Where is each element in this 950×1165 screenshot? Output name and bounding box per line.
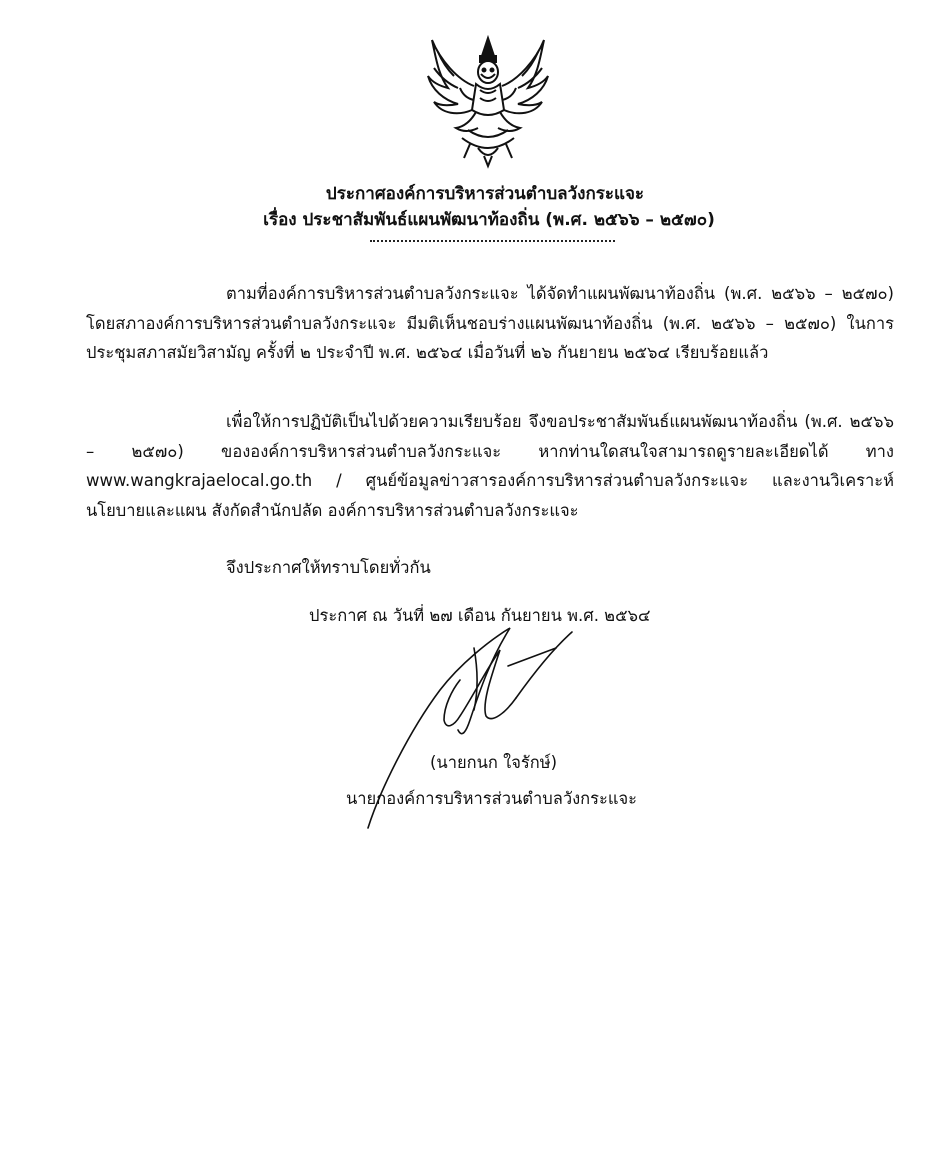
signer-name: (นายกนก ใจรักษ์) xyxy=(430,753,558,772)
garuda-emblem-icon xyxy=(418,30,558,170)
announcement-date: ประกาศ ณ วันที่ ๒๗ เดือน กันยายน พ.ศ. ๒๕๖๔ xyxy=(309,606,651,625)
paragraph-2-text: เพื่อให้การปฏิบัติเป็นไปด้วยความเรียบร้อย จึงขอประชาสัมพันธ์แผนพัฒนาท้องถิ่น (พ.ศ. ๒๕๖๖ – ๒๕๗๐) ขององค์การบริหารส่วนตำบลวังกระแจะ หากท่านใดสนใจสามารถดูรายละเอียดได้ ทาง www.wangkrajaelocal.go.th / ศูนย์ข้อมูลข่าวสารองค์การบริหารส่วนตำบลวังกระแจะ และงานวิเคราะห์นโยบายและแผน สังกัดสำนักปลัด องค์การบริหารส่วนตำบลวังกระแจะ xyxy=(86,412,894,520)
paragraph-2 xyxy=(86,407,894,525)
paragraph-1-text: ตามที่องค์การบริหารส่วนตำบลวังกระแจะ ได้จัดทำแผนพัฒนาท้องถิ่น (พ.ศ. ๒๕๖๖ – ๒๕๗๐) โดยสภาองค์การบริหารส่วนตำบลวังกระแจะ มีมติเห็นชอบร่างแผนพัฒนาท้องถิ่น (พ.ศ. ๒๕๖๖ – ๒๕๗๐) ในการประชุมสภาสมัยวิสามัญ ครั้งที่ ๒ ประจำปี พ.ศ. ๒๕๖๔ เมื่อวันที่ ๒๖ กันยายน ๒๕๖๔ เรียบร้อยแล้ว xyxy=(86,284,894,362)
title-divider xyxy=(370,240,615,242)
signer-position: นายกองค์การบริหารส่วนตำบลวังกระแจะ xyxy=(346,789,638,808)
paragraph-1 xyxy=(86,279,894,368)
announcement-title: ประกาศองค์การบริหารส่วนตำบลวังกระแจะ xyxy=(325,184,645,204)
announcement-subject: เรื่อง ประชาสัมพันธ์แผนพัฒนาท้องถิ่น (พ.ศ. ๒๕๖๖ – ๒๕๗๐) xyxy=(263,210,715,230)
announce-line: จึงประกาศให้ทราบโดยทั่วกัน xyxy=(226,558,431,577)
